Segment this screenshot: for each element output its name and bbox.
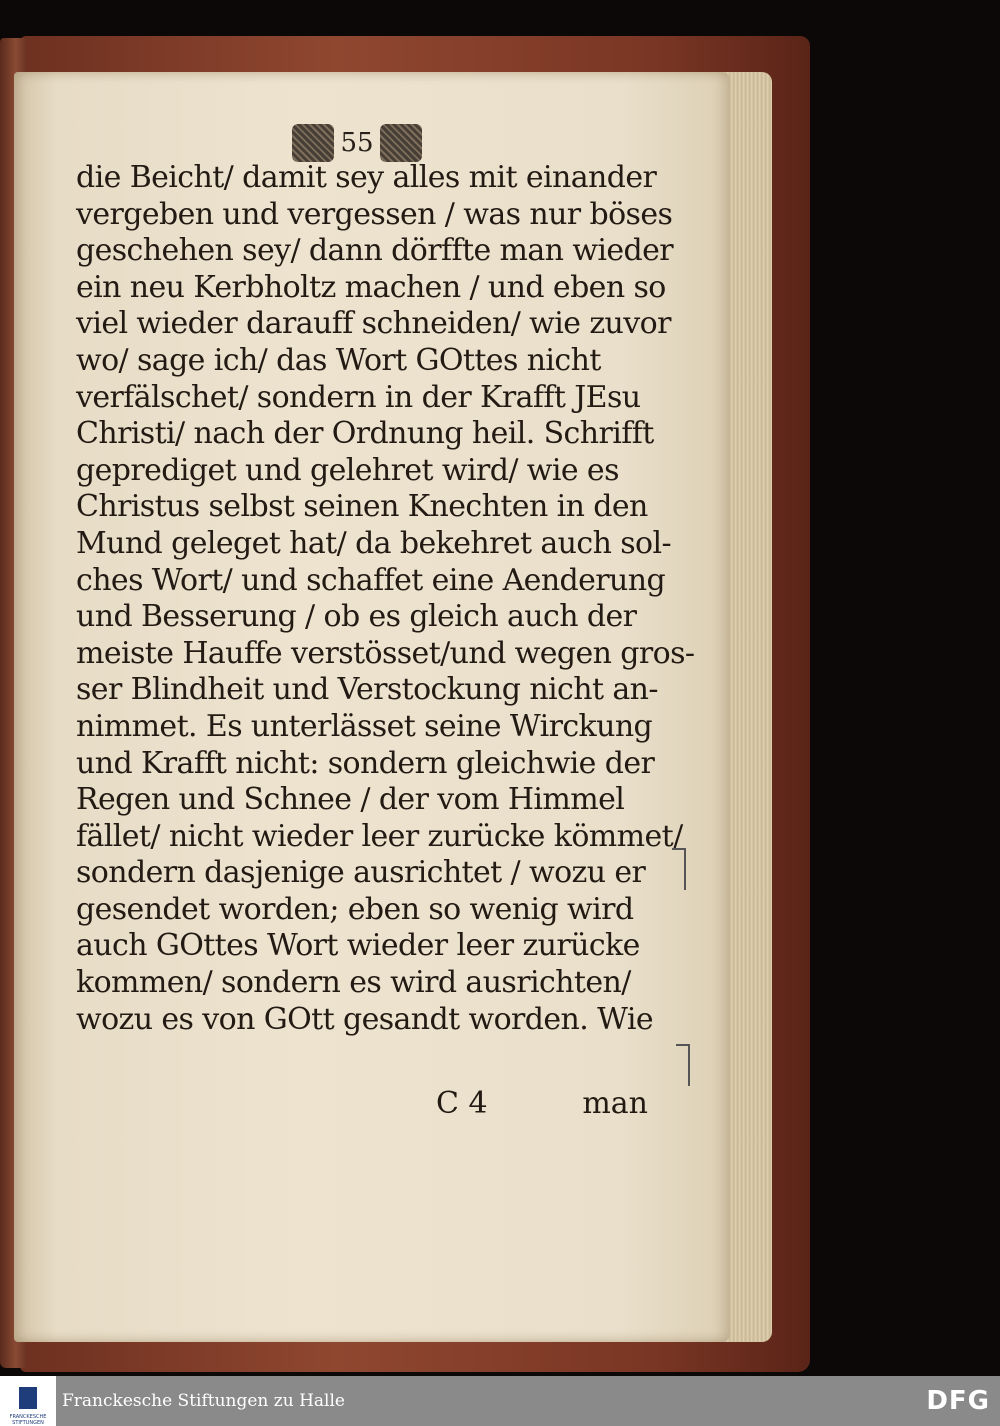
- text-line: die Beicht/ damit sey alles mit einander: [76, 160, 657, 195]
- text-line: und Besserung / ob es gleich auch der: [76, 599, 637, 635]
- ornament-right-icon: [380, 124, 422, 162]
- text-line: meiste Hauffe verstösset/und wegen gros-: [76, 635, 695, 671]
- text-line: ser Blindheit und Verstockung nicht an-: [76, 672, 658, 708]
- ornament-left-icon: [292, 124, 334, 162]
- page-footer: [76, 1086, 656, 1130]
- text-line: wo/ sage ich/ das Wort GOttes nicht: [76, 342, 601, 378]
- text-line: verfälschet/ sondern in der Krafft JEsu: [76, 379, 641, 415]
- dfg-logo[interactable]: DFG: [926, 1386, 990, 1416]
- text-line: Regen und Schnee / der vom Himmel: [76, 782, 625, 818]
- text-line: Christus selbst seinen Knechten in den: [76, 489, 648, 525]
- institution-logo[interactable]: [0, 1376, 56, 1426]
- margin-mark: [676, 1044, 690, 1086]
- text-line: sondern dasjenige ausrichtet / wozu er: [76, 855, 646, 891]
- institution-name: Franckesche Stiftungen zu Halle: [62, 1391, 345, 1411]
- logo-text: FRANCKESCHE STIFTUNGEN: [9, 1414, 47, 1426]
- text-line: gesendet worden; eben so wenig wird: [76, 891, 634, 927]
- text-line: kommen/ sondern es wird ausrichten/: [76, 965, 631, 1001]
- text-line: viel wieder darauff schneiden/ wie zuvor: [76, 306, 671, 342]
- text-line: und Krafft nicht: sondern gleichwie der: [76, 745, 655, 781]
- text-line: ein neu Kerbholtz machen / und eben so: [76, 269, 666, 305]
- text-line: wozu es von GOtt gesandt worden. Wie: [76, 1001, 654, 1037]
- page-text: [76, 160, 695, 1038]
- footer-bar: [0, 1376, 1000, 1426]
- text-line: nimmet. Es unterlässet seine Wirckung: [76, 708, 653, 744]
- text-line: Christi/ nach der Ordnung heil. Schrifft: [76, 416, 654, 452]
- text-line: auch GOttes Wort wieder leer zurücke: [76, 928, 640, 964]
- text-line: fället/ nicht wieder leer zurücke kömmet/: [76, 818, 683, 854]
- building-icon: [15, 1384, 41, 1412]
- signature-mark: C 4: [436, 1086, 488, 1121]
- text-line: vergeben und vergessen / was nur böses: [76, 196, 673, 232]
- margin-mark: [672, 848, 686, 890]
- text-line: geprediget und gelehret wird/ wie es: [76, 452, 619, 488]
- text-line: ches Wort/ und schaffet eine Aenderung: [76, 562, 666, 598]
- text-line: geschehen sey/ dann dörffte man wieder: [76, 233, 674, 269]
- page-number: 55: [340, 128, 374, 158]
- catchword: man: [582, 1086, 648, 1121]
- text-line: Mund geleget hat/ da bekehret auch sol-: [76, 525, 672, 561]
